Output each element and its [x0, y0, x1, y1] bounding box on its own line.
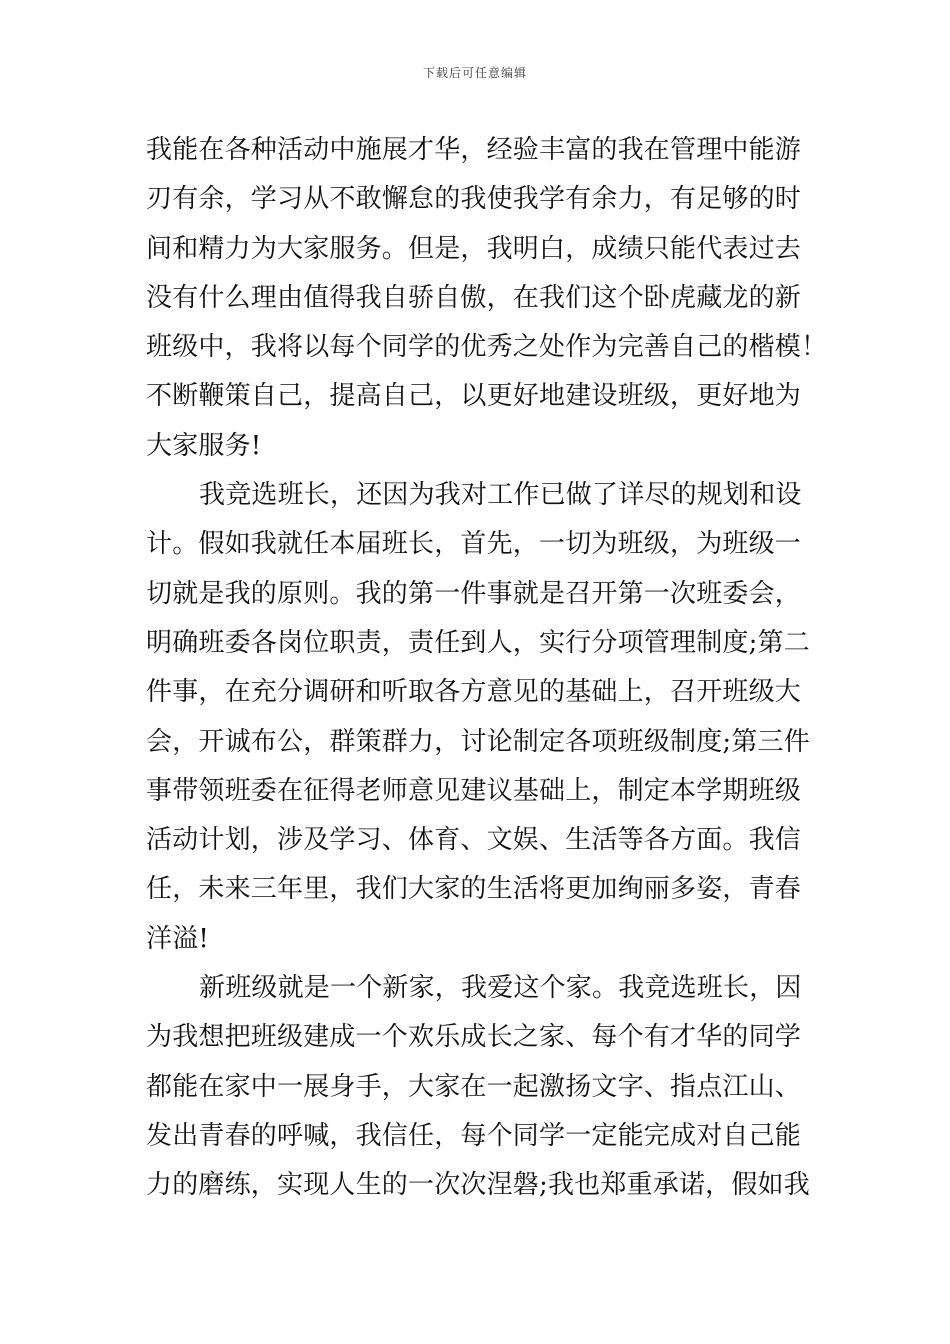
text-line: 为我想把班级建成一个欢乐成长之家、每个有才华的同学: [146, 1022, 802, 1053]
text-line: 大家服务!: [146, 430, 262, 461]
text-line: 都能在家中一展身手，大家在一起激扬文字、指点江山、: [146, 1071, 802, 1102]
text-line: 会，开诚布公，群策群力，讨论制定各项班级制度;第三件: [146, 726, 810, 757]
text-line: 洋溢!: [146, 923, 210, 954]
text-line: 件事，在充分调研和听取各方意见的基础上，召开班级大: [146, 677, 802, 708]
text-line: 班级中，我将以每个同学的优秀之处作为完善自己的楷模！: [146, 332, 828, 363]
text-line: 间和精力为大家服务。但是，我明白，成绩只能代表过去: [146, 233, 802, 264]
text-line: 力的磨练，实现人生的一次次涅磐;我也郑重承诺，假如我: [146, 1170, 810, 1201]
text-line: 我能在各种活动中施展才华，经验丰富的我在管理中能游: [146, 135, 802, 165]
text-line: 没有什么理由值得我自骄自傲，在我们这个卧虎藏龙的新: [146, 282, 802, 313]
document-body: [146, 126, 828, 1211]
paragraph-first-line: 我竞选班长，还因为我对工作已做了详尽的规划和设: [199, 480, 802, 511]
text-line: 明确班委各岗位职责，责任到人，实行分项管理制度;第二: [146, 627, 810, 658]
text-line: 计。假如我就任本届班长，首先，一切为班级，为班级一: [146, 529, 802, 560]
text-line: 任，未来三年里，我们大家的生活将更加绚丽多姿，青春: [146, 874, 802, 905]
text-line: 活动计划，涉及学习、体育、文娱、生活等各方面。我信: [146, 825, 802, 856]
text-line: 事带领班委在征得老师意见建议基础上，制定本学期班级: [146, 775, 802, 806]
text-line: 刃有余，学习从不敢懈怠的我使我学有余力，有足够的时: [146, 184, 802, 215]
text-line: 切就是我的原则。我的第一件事就是召开第一次班委会，: [146, 578, 802, 609]
text-line: 不断鞭策自己，提高自己，以更好地建设班级，更好地为: [146, 381, 802, 412]
header-note: 下载后可任意编辑: [422, 66, 527, 80]
paragraph-first-line: 新班级就是一个新家，我爱这个家。我竞选班长，因: [199, 973, 802, 1004]
text-line: 发出青春的呼喊，我信任，每个同学一定能完成对自己能: [146, 1120, 802, 1151]
